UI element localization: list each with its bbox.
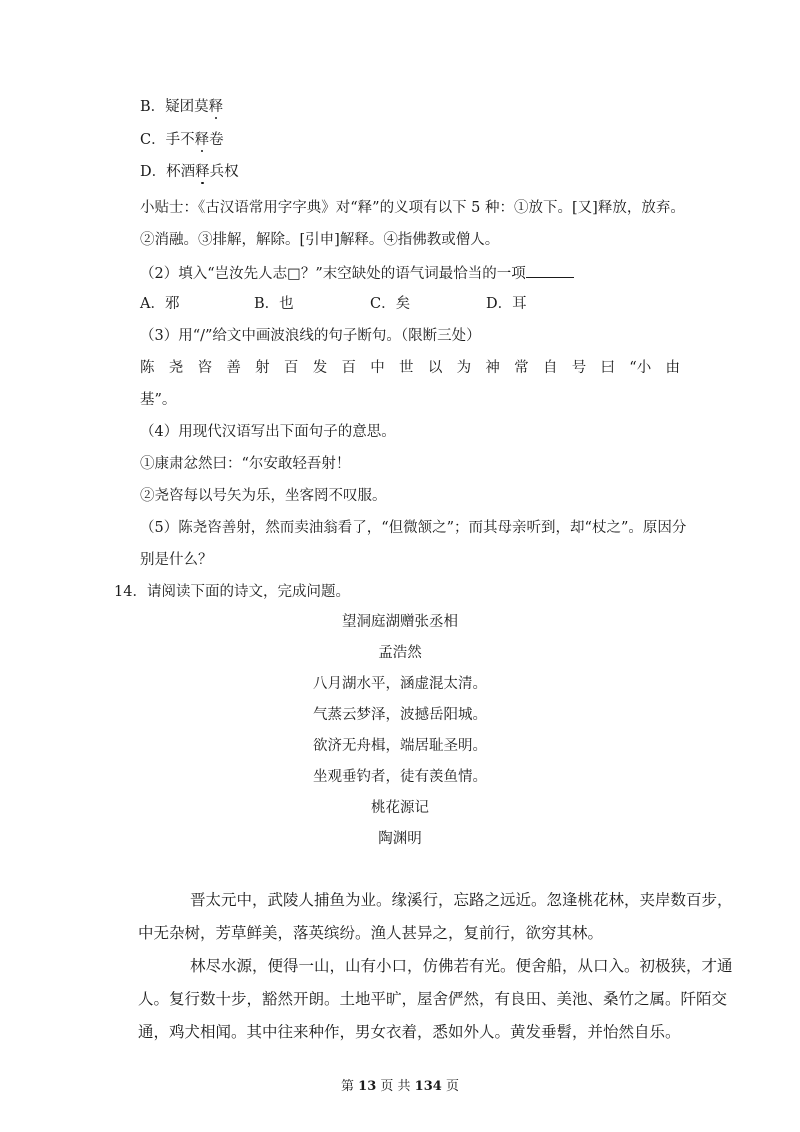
emphasis-char: 释 bbox=[195, 164, 210, 180]
question-5-line-1: （5）陈尧咨善射，然而卖油翁看了，“但微颔之”；而其母亲听到，却“杖之”。原因分 bbox=[140, 520, 687, 536]
sentence-char: 陈 bbox=[140, 360, 155, 376]
poem-line: 气蒸云梦泽，波撼岳阳城。 bbox=[313, 707, 487, 723]
option-letter: B． bbox=[254, 296, 280, 312]
option-text: 邪 bbox=[164, 296, 180, 312]
option-letter: D． bbox=[486, 296, 513, 312]
page-number: 13 bbox=[358, 1079, 377, 1094]
sentence-char: 由 bbox=[665, 360, 680, 376]
footer-text: 页 bbox=[441, 1079, 459, 1094]
sentence-char: 神 bbox=[485, 360, 500, 376]
option-text: 也 bbox=[279, 296, 294, 312]
sentence-char: 发 bbox=[312, 360, 328, 376]
sentence-char: 常 bbox=[514, 360, 529, 376]
question-4-sentence-2: ②尧咨每以号矢为乐，坐客罔不叹服。 bbox=[140, 488, 387, 504]
emphasis-char: 释 bbox=[194, 132, 210, 148]
prose-paragraph-2-line-3: 通，鸡犬相闻。其中往来种作，男女衣着，悉如外人。黄发垂髫，并怡然自乐。 bbox=[138, 1023, 681, 1041]
footer-text: 第 bbox=[341, 1079, 359, 1094]
tip-line-2: ②消融。③排解，解除。[引申]解释。④指佛教或僧人。 bbox=[140, 232, 500, 248]
option-text: 耳 bbox=[512, 296, 527, 312]
sentence-char: 曰 bbox=[600, 360, 615, 376]
option-text: 杯酒 bbox=[166, 164, 196, 180]
option-text: 疑团莫 bbox=[165, 99, 209, 115]
sentence-char: 尧 bbox=[168, 360, 184, 376]
prose-title: 桃花源记 bbox=[371, 800, 429, 816]
question-3-stem: （3）用“/”给文中画波浪线的句子断句。（限断三处） bbox=[140, 328, 481, 344]
option-letter: C． bbox=[140, 132, 166, 148]
sentence-char: 善 bbox=[226, 360, 241, 376]
prose-paragraph-2-line-2: 人。复行数十步，豁然开朗。土地平旷，屋舍俨然，有良田、美池、桑竹之属。阡陌交 bbox=[138, 990, 728, 1008]
sentence-char: 中 bbox=[370, 360, 385, 376]
q2-option-b bbox=[254, 294, 294, 314]
question-4-sentence-1: ①康肃忿然曰：“尔安敢轻吾射！ bbox=[140, 456, 351, 472]
q2-option-a bbox=[140, 294, 179, 314]
poem-line: 坐观垂钓者，徒有羡鱼情。 bbox=[313, 769, 487, 785]
page-footer bbox=[0, 1075, 800, 1094]
option-b bbox=[140, 97, 223, 117]
option-d bbox=[140, 162, 239, 182]
page-total: 134 bbox=[414, 1079, 442, 1094]
option-letter: D． bbox=[140, 164, 167, 180]
question-text: （2）填入“岂汝先人志□？”末空缺处的语气词最恰当的一项 bbox=[140, 266, 526, 282]
sentence-char: 射 bbox=[255, 360, 270, 376]
prose-author: 陶渊明 bbox=[378, 831, 422, 847]
question-14-stem: 14．请阅读下面的诗文，完成问题。 bbox=[114, 584, 350, 600]
option-letter: B． bbox=[140, 99, 166, 115]
option-text: 手不 bbox=[165, 132, 195, 148]
sentence-char: 咨 bbox=[197, 360, 213, 376]
option-text: 矣 bbox=[395, 296, 411, 312]
sentence-char: 以 bbox=[427, 360, 443, 376]
option-text: 卷 bbox=[209, 132, 224, 148]
tip-line-1: 小贴士：《古汉语常用字字典》对“释”的义项有以下 5 种：①放下。[又]释放，放弃。 bbox=[140, 200, 685, 216]
poem-line: 欲济无舟楫，端居耻圣明。 bbox=[313, 738, 487, 754]
answer-blank bbox=[526, 263, 574, 278]
prose-paragraph-1-line-2: 中无杂树，芳草鲜美，落英缤纷。渔人甚异之，复前行，欲穷其林。 bbox=[138, 924, 604, 942]
option-text: 兵权 bbox=[209, 164, 239, 180]
question-2-stem bbox=[140, 263, 574, 284]
sentence-char: 百 bbox=[283, 360, 299, 376]
prose-paragraph-1-line-1: 晋太元中，武陵人捕鱼为业。缘溪行，忘路之远近。忽逢桃花林，夹岸数百步， bbox=[190, 891, 733, 909]
sentence-char: 为 bbox=[456, 360, 472, 376]
sentence-char: 百 bbox=[341, 360, 356, 376]
question-5-line-2: 别是什么？ bbox=[140, 552, 213, 568]
wavy-sentence-end: 基”。 bbox=[140, 392, 177, 408]
poem-title: 望洞庭湖赠张丞相 bbox=[342, 614, 458, 630]
wavy-sentence bbox=[140, 358, 680, 378]
sentence-char: 号 bbox=[571, 360, 587, 376]
emphasis-char: 释 bbox=[208, 99, 224, 115]
q2-option-c bbox=[370, 294, 410, 314]
poem-author: 孟浩然 bbox=[378, 645, 422, 661]
sentence-char: “小 bbox=[629, 360, 652, 376]
option-c bbox=[140, 130, 224, 150]
option-letter: A． bbox=[140, 296, 165, 312]
footer-text: 页 共 bbox=[376, 1079, 415, 1094]
sentence-char: 自 bbox=[542, 360, 558, 376]
question-4-stem: （4）用现代汉语写出下面句子的意思。 bbox=[140, 424, 396, 440]
prose-paragraph-2-line-1: 林尽水源，便得一山，山有小口，仿佛若有光。便舍船，从口入。初极狭，才通 bbox=[190, 957, 733, 975]
poem-line: 八月湖水平，涵虚混太清。 bbox=[313, 676, 487, 692]
q2-option-d bbox=[486, 294, 527, 314]
option-letter: C． bbox=[370, 296, 396, 312]
sentence-char: 世 bbox=[399, 360, 414, 376]
